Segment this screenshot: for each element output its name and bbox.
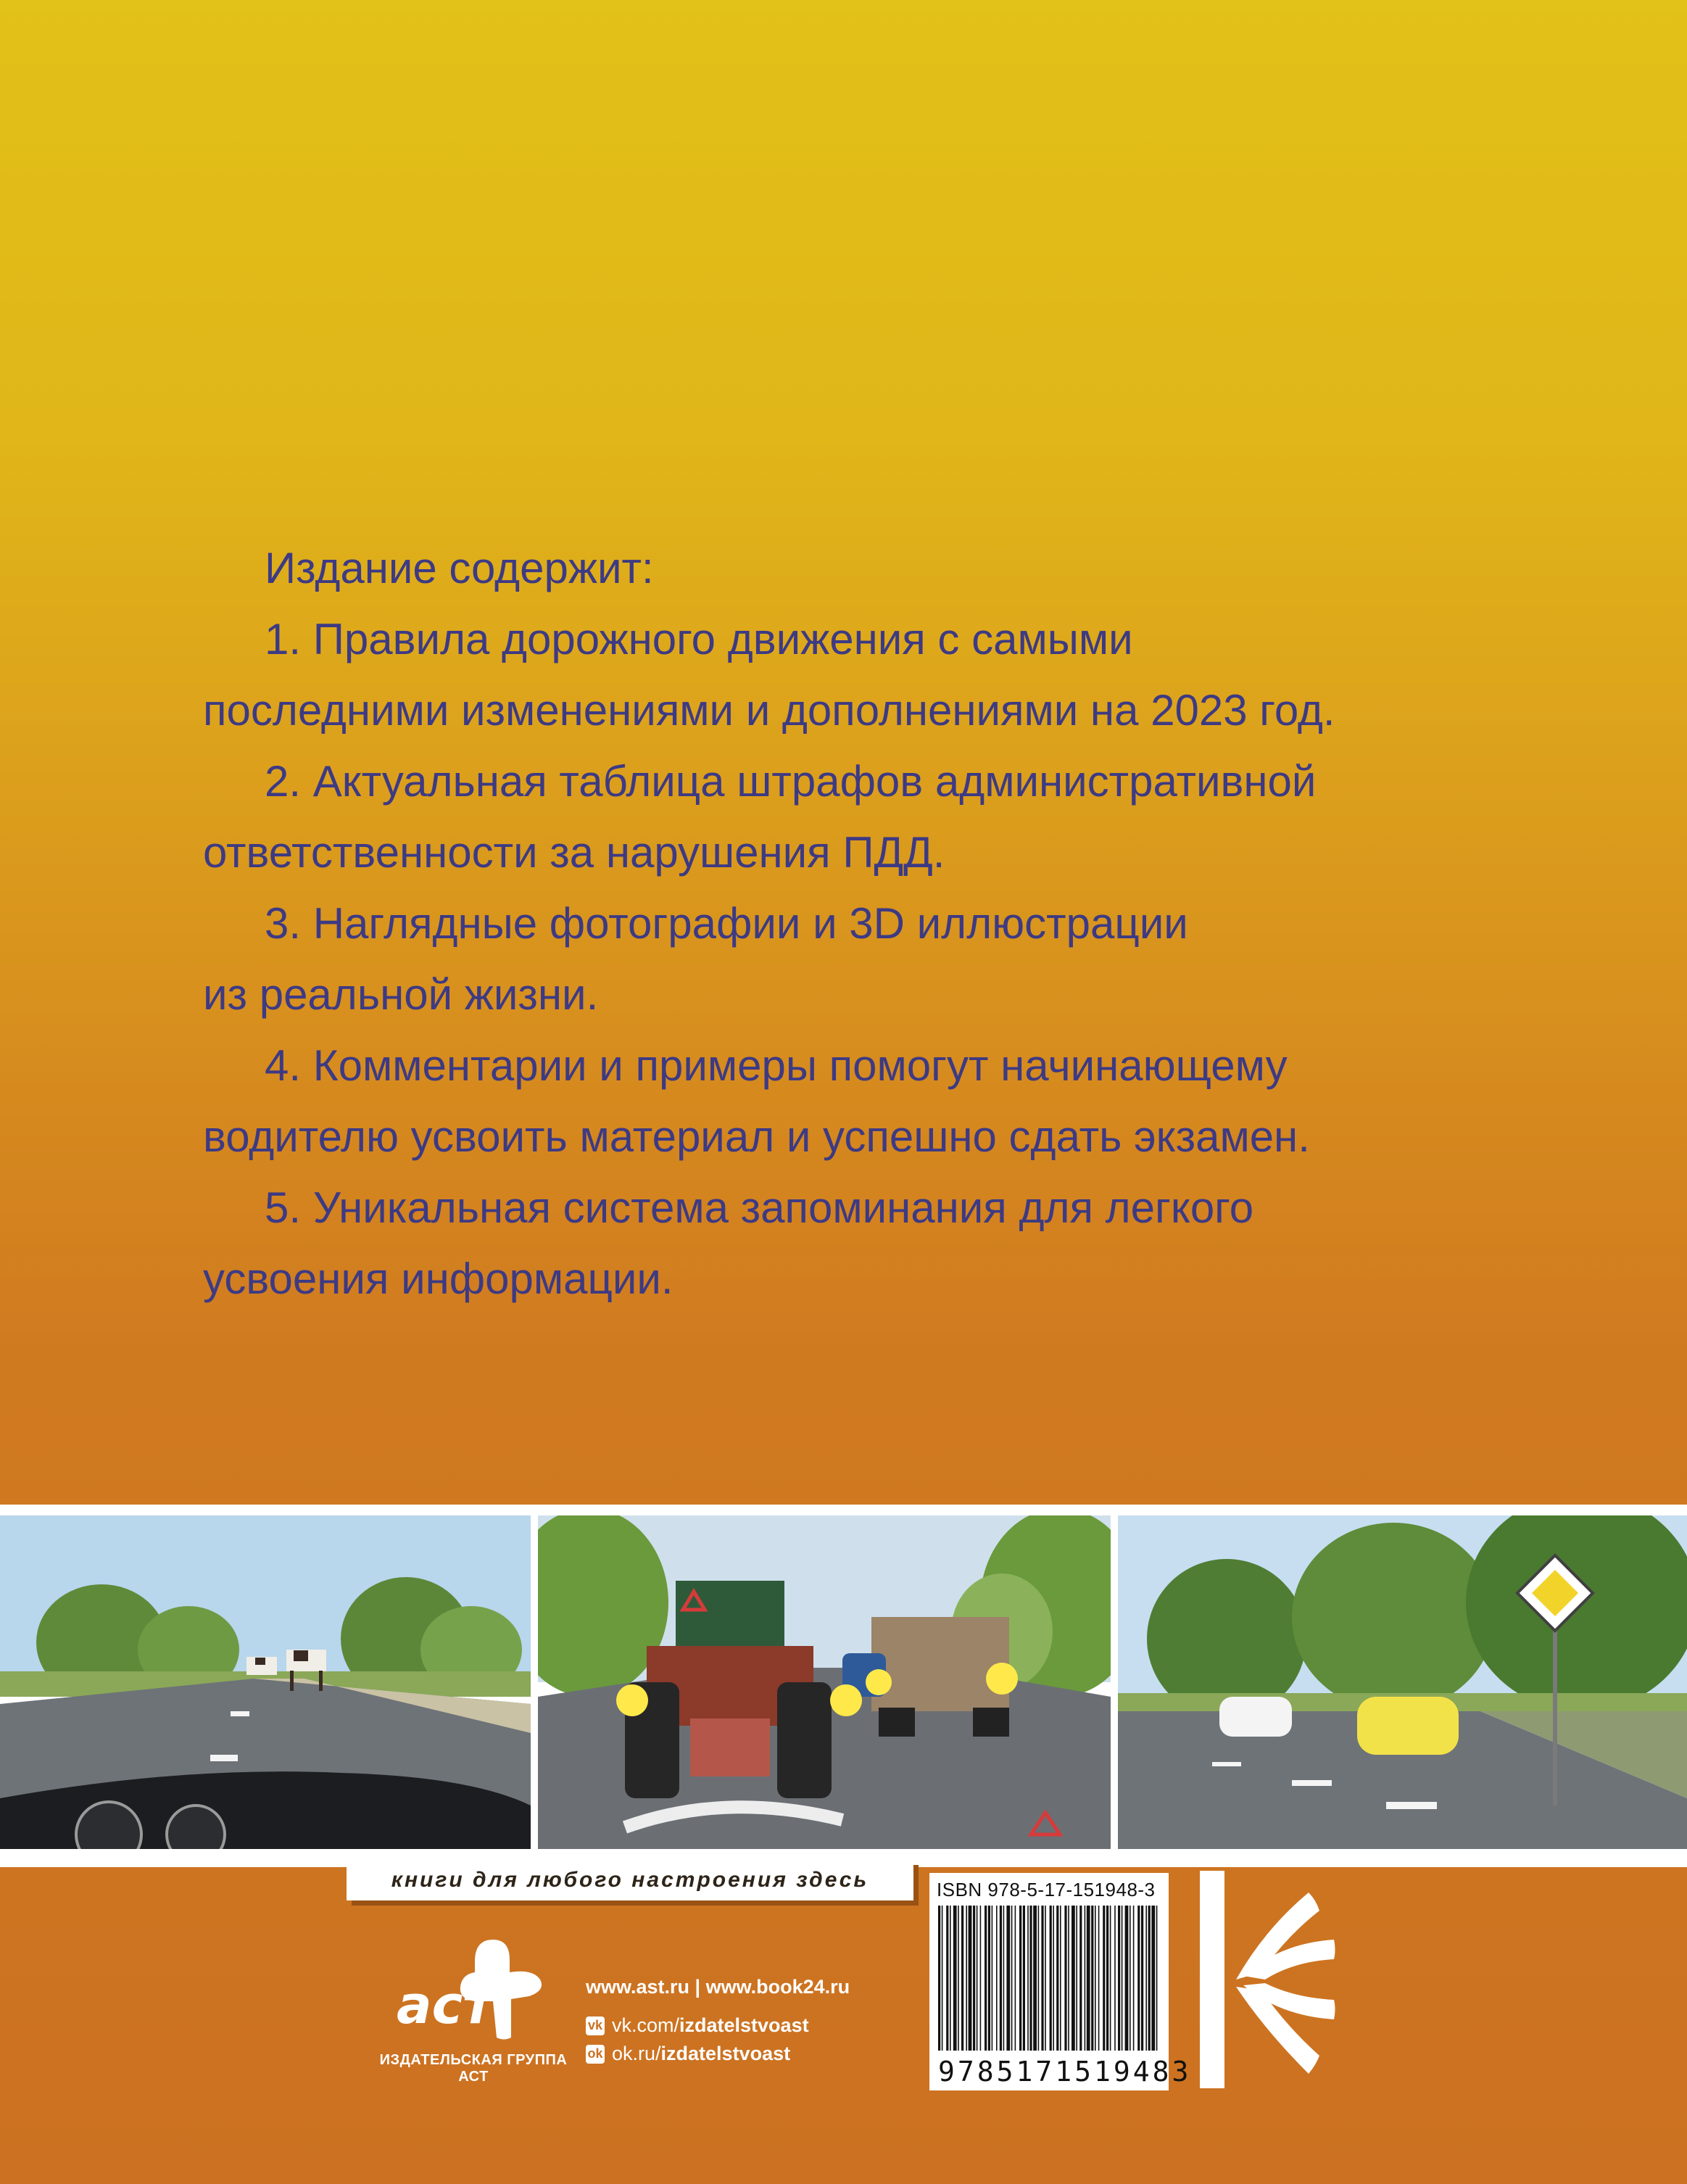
ok-link[interactable]: ok ok.ru/ izdatelstvoast: [586, 2043, 850, 2065]
barcode-bar: [996, 1906, 998, 2051]
barcode-bar: [1118, 1906, 1120, 2051]
barcode-graphic: [938, 1906, 1159, 2051]
barcode-bar: [1053, 1906, 1054, 2051]
barcode-bar: [1098, 1906, 1100, 2051]
publisher-logo-text: аст: [397, 1974, 493, 2035]
barcode-bar: [1068, 1906, 1069, 2051]
publisher-logo: [366, 1932, 576, 2048]
barcode-bar: [1033, 1906, 1037, 2051]
barcode-bar: [1076, 1906, 1077, 2051]
barcode-bar: [1060, 1906, 1061, 2051]
barcode-bar: [1019, 1906, 1021, 2051]
barcode-bar: [1122, 1906, 1123, 2051]
barcode-bar: [966, 1906, 967, 2051]
barcode-bar: [1023, 1906, 1025, 2051]
barcode-bar: [1064, 1906, 1066, 2051]
contents-heading: Издание содержит:: [265, 544, 654, 592]
barcode-bar: [1050, 1906, 1052, 2051]
barcode-bar: [980, 1906, 982, 2051]
ean-digits: 9785171519483: [938, 2056, 1192, 2088]
barcode-bar: [1072, 1906, 1075, 2051]
vk-link[interactable]: vk vk.com/ izdatelstvoast: [586, 2014, 850, 2037]
contents-line: 2. Актуальная таблица штрафов административной: [265, 757, 1317, 806]
barcode-bar: [1133, 1906, 1135, 2051]
contents-line: ответственности за нарушения ПДД.: [203, 828, 945, 877]
barcode-bar: [1129, 1906, 1131, 2051]
isbn-text: ISBN 978-5-17-151948-3: [937, 1879, 1156, 1900]
barcode-bar: [1145, 1906, 1147, 2051]
barcode-bar: [1125, 1906, 1129, 2051]
barcode-bar: [1029, 1906, 1032, 2051]
barcode-bar: [1079, 1906, 1082, 2051]
vk-icon: vk: [586, 2017, 605, 2035]
barcode-bar: [1085, 1906, 1086, 2051]
barcode-bar: [1006, 1906, 1010, 2051]
tagline: книги для любого настроения здесь: [391, 1868, 869, 1892]
barcode-bar: [1091, 1906, 1093, 2051]
contents-line: 4. Комментарии и примеры помогут начинающему: [265, 1041, 1288, 1090]
contents-line: 5. Уникальная система запоминания для легкого: [265, 1183, 1254, 1232]
barcode-bar: [961, 1906, 963, 2051]
barcode-bar: [1087, 1906, 1090, 2051]
barcode-bar: [1003, 1906, 1005, 2051]
barcode-bar: [946, 1906, 948, 2051]
barcode-bar: [985, 1906, 987, 2051]
book-series-logo: [1200, 1871, 1345, 2096]
barcode-bar: [977, 1906, 978, 2051]
barcode-bar: [1027, 1906, 1029, 2051]
barcode-bar: [958, 1906, 959, 2051]
barcode-bar: [1156, 1906, 1158, 2051]
barcode-bar: [953, 1906, 957, 2051]
barcode-bar: [1103, 1906, 1105, 2051]
barcode-bar: [1045, 1906, 1046, 2051]
barcode-bar: [992, 1906, 993, 2051]
barcode-bar: [1137, 1906, 1140, 2051]
barcode-bar: [973, 1906, 975, 2051]
publisher-links: [586, 1976, 850, 2071]
barcode-bar: [1141, 1906, 1143, 2051]
barcode-bar: [1056, 1906, 1058, 2051]
barcode-bar: [1041, 1906, 1043, 2051]
barcode-bar: [950, 1906, 951, 2051]
barcode-bar: [1038, 1906, 1040, 2051]
contents-line: 1. Правила дорожного движения с самыми: [265, 615, 1133, 663]
barcode-bar: [942, 1906, 943, 2051]
contents-line: водителю усвоить материал и успешно сдать экзамен.: [203, 1112, 1310, 1161]
contents-line: 3. Наглядные фотографии и 3D иллюстрации: [265, 899, 1188, 948]
barcode-bar: [1151, 1906, 1155, 2051]
barcode-bar: [1106, 1906, 1108, 2051]
barcode-bar: [1148, 1906, 1151, 2051]
contents-line: из реальной жизни.: [203, 970, 599, 1019]
barcode-bar: [1110, 1906, 1111, 2051]
website-links[interactable]: www.ast.ru | www.book24.ru: [586, 1976, 850, 1998]
contents-text: [203, 533, 1580, 1315]
photo-cows-on-road: [0, 1515, 531, 1849]
photo-priority-road-sign: [1118, 1515, 1687, 1849]
ok-icon: ok: [586, 2045, 605, 2064]
barcode-bar: [1095, 1906, 1096, 2051]
barcode-bar: [938, 1906, 940, 2051]
barcode-bar: [1000, 1906, 1002, 2051]
barcode-bar: [988, 1906, 990, 2051]
barcode-bar: [1015, 1906, 1016, 2051]
publisher-caption: ИЗДАТЕЛЬСКАЯ ГРУППА АСТ: [379, 2052, 568, 2085]
tagline-box: [347, 1860, 913, 1903]
photo-tractor-and-truck: [538, 1515, 1111, 1849]
barcode-bar: [1114, 1906, 1116, 2051]
contents-line: усвоения информации.: [203, 1254, 673, 1303]
contents-line: последними изменениями и дополнениями на 2023 год.: [203, 686, 1335, 735]
isbn-barcode-box: [929, 1873, 1192, 2090]
barcode-bar: [969, 1906, 972, 2051]
barcode-bar: [1011, 1906, 1013, 2051]
